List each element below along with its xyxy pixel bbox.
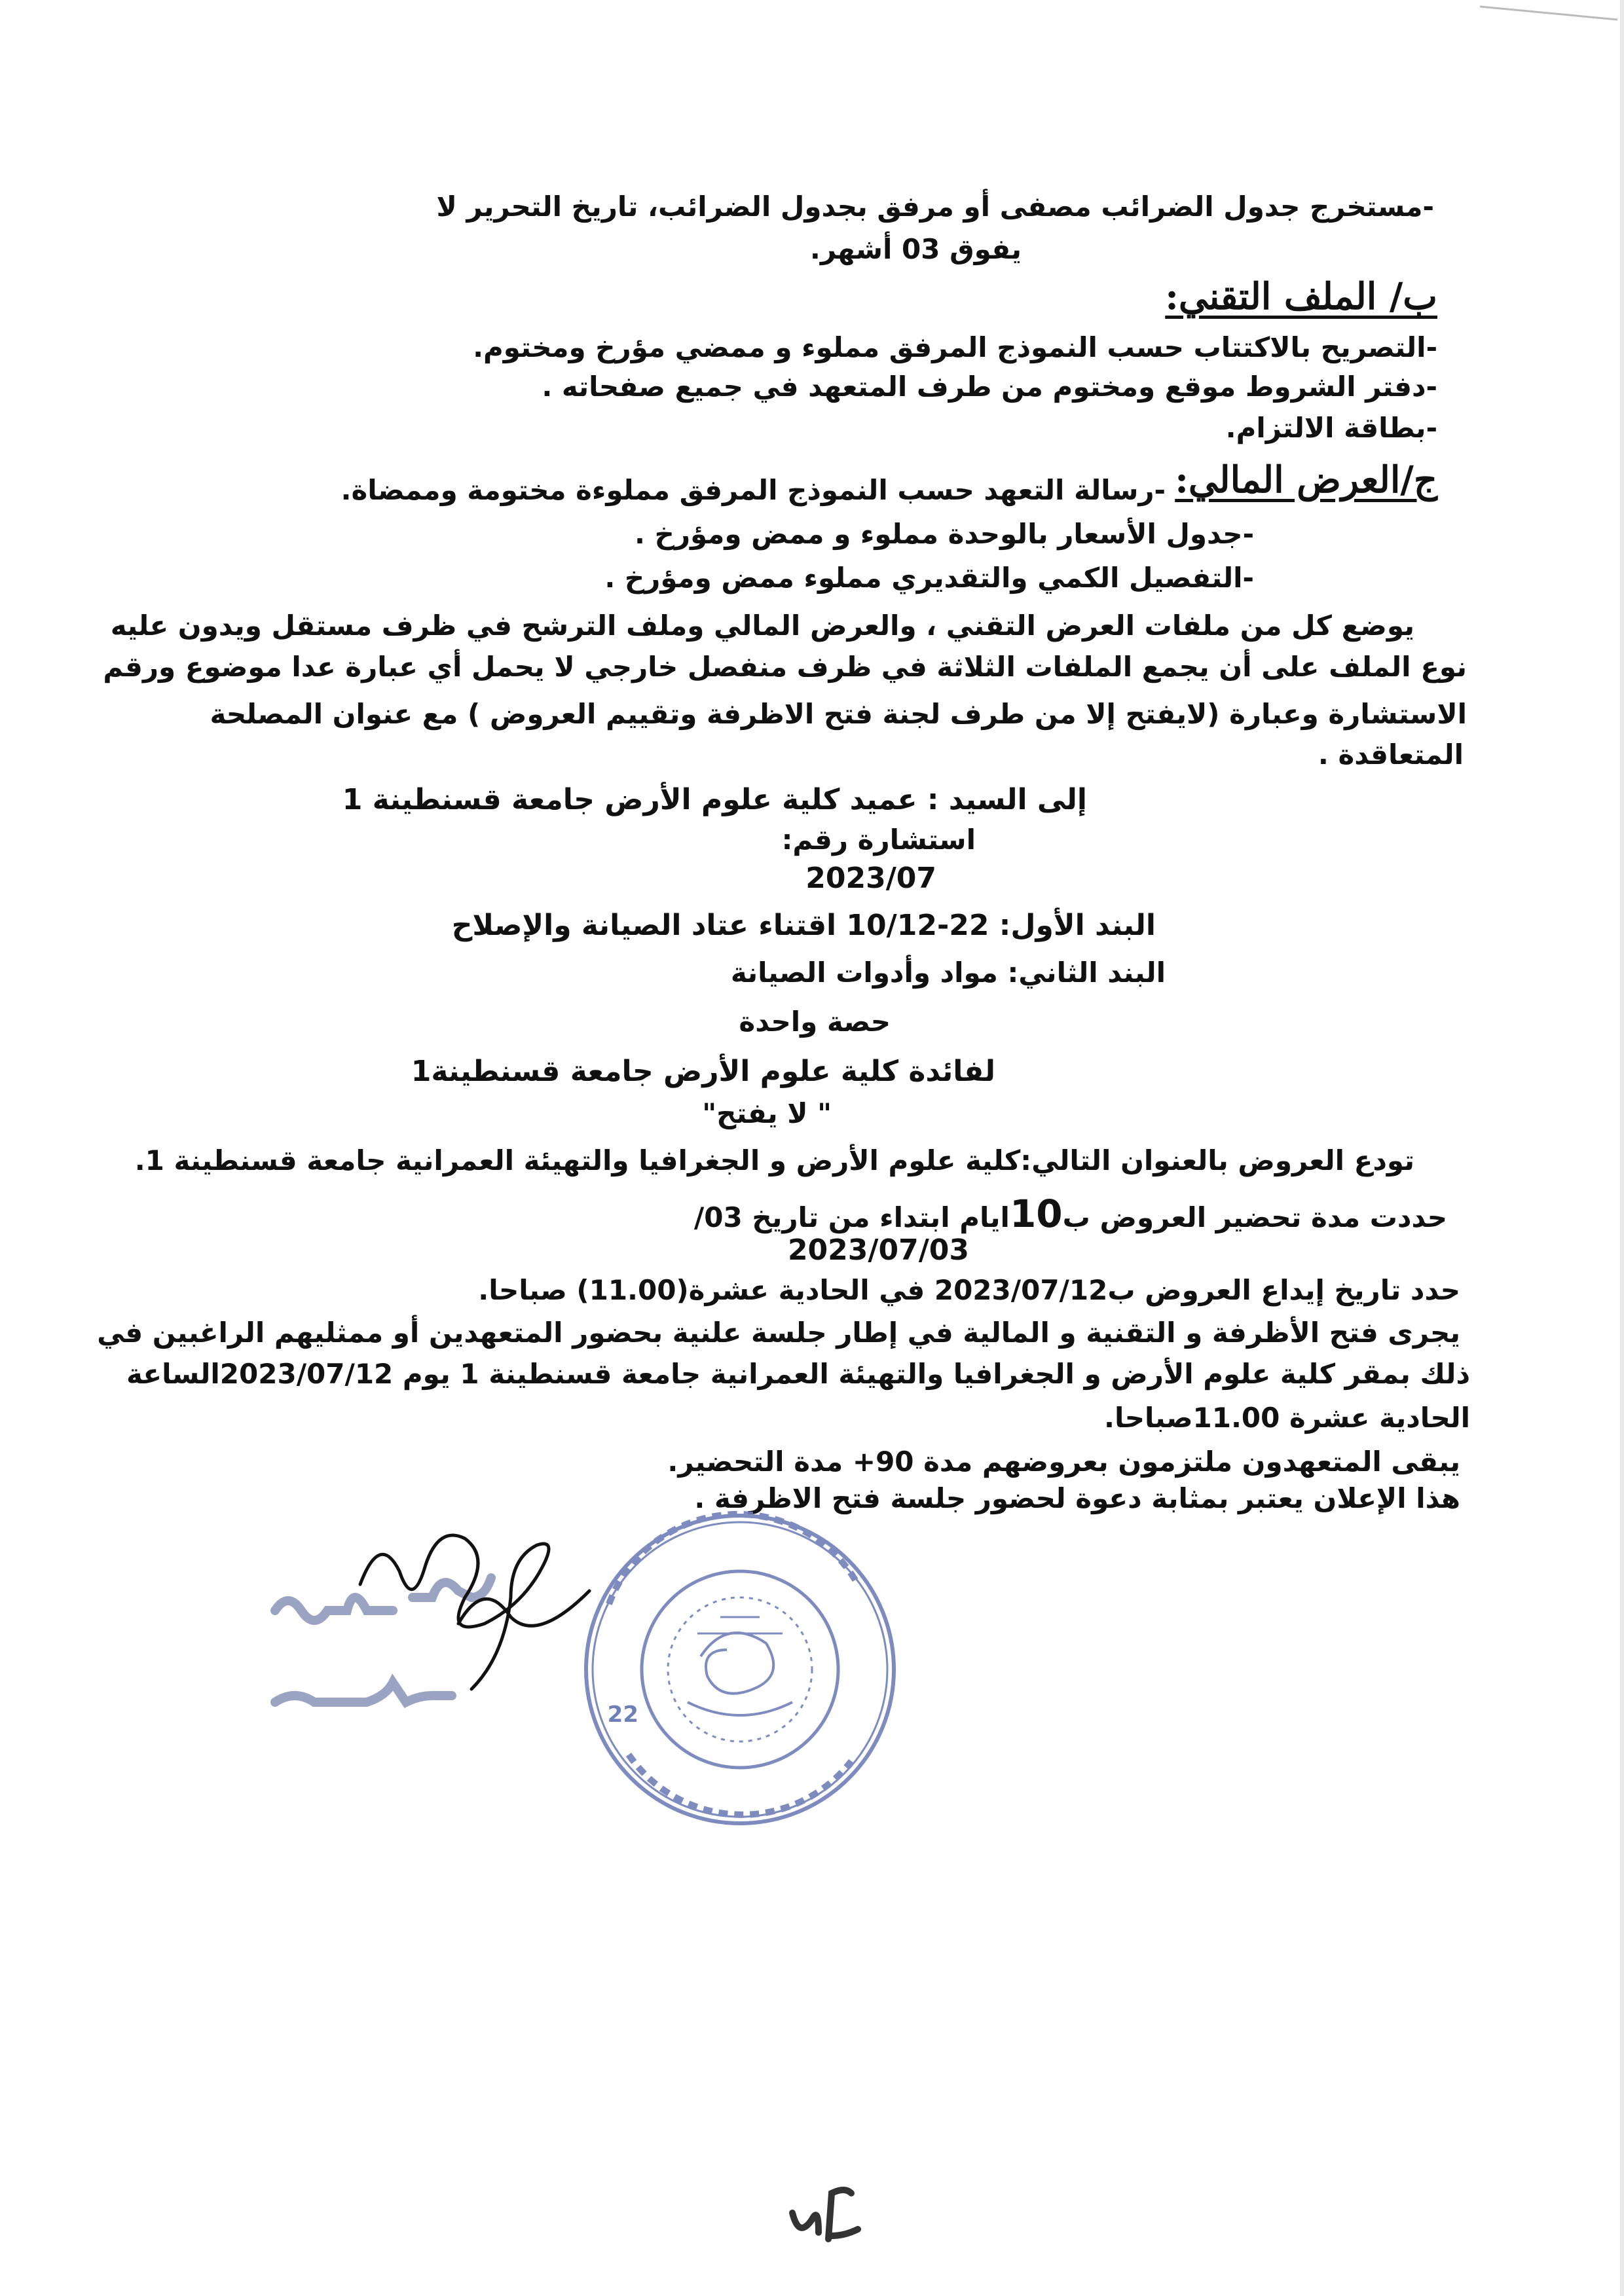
consultation-number: 2023/07: [805, 862, 936, 895]
heading-financial-offer: ج/العرض المالي:: [1175, 458, 1437, 501]
heading-technical-file: ب/ الملف التقني:: [1165, 275, 1437, 318]
line-envelope-3: الاستشارة وعبارة (لايفتح إلا من طرف لجنة فتح الاظرفة وتقييم العروض ) مع عنوان المصلحة: [210, 698, 1467, 730]
line-single-lot: حصة واحدة: [739, 1006, 891, 1038]
line-commitment-card: -بطاقة الالتزام.: [1225, 412, 1437, 444]
line-deposit-date: حدد تاريخ إيداع العروض ب2023/07/12 في الحادية عشرة(11.00) صباحا.: [478, 1274, 1460, 1306]
line-preparation-period: [693, 1192, 1447, 1236]
line-beneficiary: لفائدة كلية علوم الأرض جامعة قسنطينة1: [411, 1055, 995, 1088]
line-opening-1: يجرى فتح الأظرفة و التقنية و المالية في إطار جلسة علنية بحضور المتعهدين أو ممثليهم الراغبين في: [97, 1317, 1460, 1349]
scan-edge: [1620, 0, 1624, 2296]
line-addressee: إلى السيد : عميد كلية علوم الأرض جامعة قسنطينة 1: [342, 783, 1087, 816]
line-do-not-open: " لا يفتح": [702, 1097, 832, 1129]
line-envelope-2: نوع الملف على أن يجمع الملفات الثلاثة في ظرف منفصل خارجي لا يحمل أي عبارة عدا موضوع ورقم: [103, 651, 1467, 683]
line-invitation: هذا الإعلان يعتبر بمثابة دعوة لحضور جلسة فتح الاظرفة .: [694, 1482, 1460, 1514]
line-quantity-detail: -التفصيل الكمي والتقديري مملوء ممض ومؤرخ .: [604, 562, 1254, 594]
prep-days-number: 10: [1009, 1192, 1063, 1236]
line-commitment-letter: -رسالة التعهد حسب النموذج المرفق مملوءة مختومة وممضاة.: [341, 474, 1166, 506]
line-tax-extract: -مستخرج جدول الضرائب مصفى أو مرفق بجدول الضرائب، تاريخ التحرير لا: [436, 191, 1434, 223]
line-envelope-1: يوضع كل من ملفات العرض التقني ، والعرض المالي وملف الترشح في ظرف مستقل ويدون عليه: [110, 610, 1414, 642]
line-consultation-label: استشارة رقم:: [781, 824, 976, 856]
line-envelope-4: المتعاقدة .: [1318, 738, 1464, 771]
line-declaration: -التصريح بالاكتتاب حسب النموذج المرفق مملوء و ممضي مؤرخ ومختوم.: [473, 331, 1437, 363]
line-preparation-date: 2023/07/03: [787, 1233, 969, 1267]
svg-text:22: 22: [607, 1702, 638, 1728]
handwritten-page-mark: [779, 2180, 871, 2252]
university-stamp: [570, 1506, 910, 1833]
line-item-two: البند الثاني: مواد وأدوات الصيانة: [730, 957, 1166, 989]
line-commitment-duration: يبقى المتعهدون ملتزمون بعروضهم مدة 90+ مدة التحضير.: [667, 1446, 1460, 1478]
line-price-table: -جدول الأسعار بالوحدة مملوء و ممض ومؤرخ .: [635, 518, 1254, 550]
line-deposit-address: تودع العروض بالعنوان التالي:كلية علوم الأرض و الجغرافيا والتهيئة العمرانية جامعة قسنطينة 1.: [134, 1144, 1414, 1176]
line-item-one: البند الأول: 22-10/12 اقتناء عتاد الصيانة والإصلاح: [451, 909, 1156, 942]
line-opening-2: ذلك بمقر كلية علوم الأرض و الجغرافيا والتهيئة العمرانية جامعة قسنطينة 1 يوم 2023/07/12الساعة: [126, 1358, 1470, 1390]
prep-prefix: حددت مدة تحضير العروض ب: [1062, 1201, 1447, 1233]
scan-artifact: [1473, 0, 1624, 26]
line-opening-3: الحادية عشرة 11.00صباحا.: [1104, 1402, 1470, 1434]
line-tax-period: يفوق 03 أشهر.: [809, 233, 1022, 265]
prep-suffix: ايام ابتداء من تاريخ 03/: [693, 1201, 1010, 1233]
line-specifications: -دفتر الشروط موقع ومختوم من طرف المتعهد في جميع صفحاته .: [542, 371, 1437, 403]
